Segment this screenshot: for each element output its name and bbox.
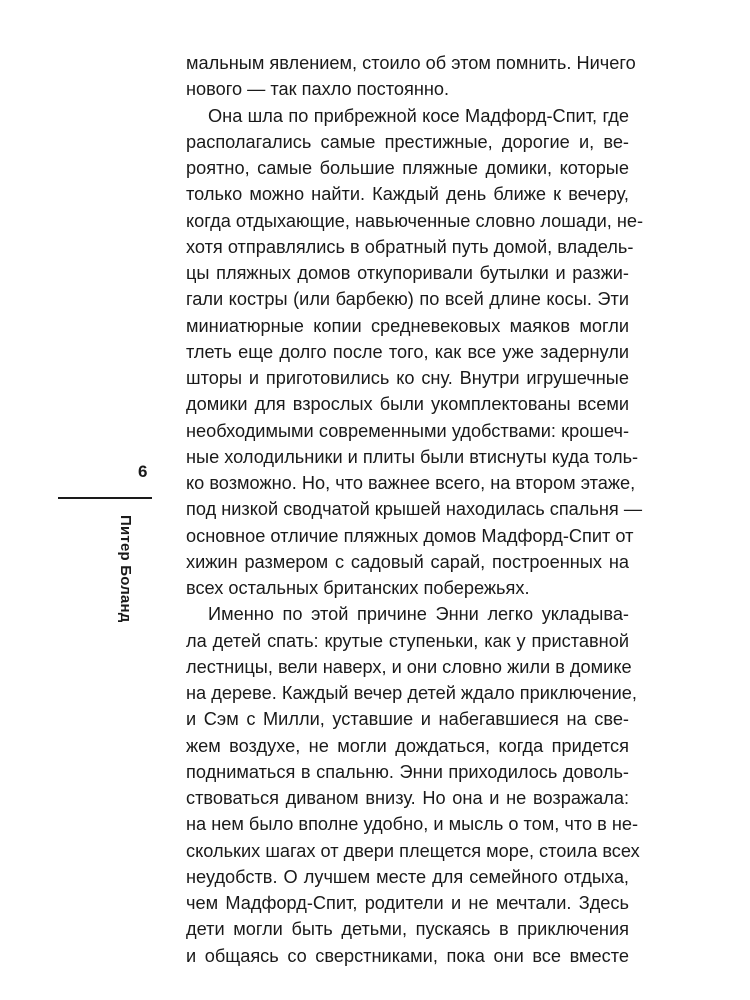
- text-line: цы пляжных домов откупоривали бутылки и разжи-: [186, 263, 629, 283]
- paragraph-3: [186, 601, 640, 969]
- text-line: нового — так пахло постоянно.: [186, 79, 450, 100]
- body-text: [186, 50, 644, 969]
- text-line: подниматься в спальню. Энни приходилось доволь-: [186, 761, 629, 782]
- text-line: и Сэм с Милли, уставшие и набегавшиеся на све-: [186, 709, 629, 730]
- text-line: когда отдыхающие, навьюченные словно лошади, не-: [186, 210, 644, 231]
- text-line: основное отличие пляжных домов Мадфорд-Спит от: [186, 525, 634, 546]
- text-line: и общаясь со сверстниками, пока они все вместе: [186, 945, 629, 966]
- text-line: домики для взрослых были укомплектованы всеми: [186, 394, 629, 415]
- text-line: миниатюрные копии средневековых маяков могли: [186, 315, 629, 336]
- text-line: на дереве. Каждый вечер детей ждало приключение,: [186, 683, 637, 703]
- margin-divider: [58, 497, 152, 499]
- running-head-author: Питер Боланд: [117, 515, 134, 623]
- text-line: ствоваться диваном внизу. Но она и не возражала:: [186, 788, 629, 808]
- text-line: тлеть еще долго после того, как все уже задернули: [186, 341, 629, 362]
- text-line: жем воздухе, не могли дождаться, когда придется: [186, 735, 629, 756]
- text-line: мальным явлением, стоило об этом помнить. Ничего: [186, 53, 636, 73]
- text-line: ко возможно. Но, что важнее всего, на втором этаже,: [186, 473, 636, 493]
- text-line: гали костры (или барбекю) по всей длине косы. Эти: [186, 289, 629, 310]
- text-line: неудобств. О лучшем месте для семейного отдыха,: [186, 866, 629, 887]
- text-line: дети могли быть детьми, пускаясь в приключения: [186, 919, 629, 940]
- text-line: на нем было вполне удобно, и мысль о том, что в не-: [186, 814, 639, 835]
- text-line: ные холодильники и плиты были втиснуты куда толь-: [186, 446, 639, 467]
- text-line: хотя отправлялись в обратный путь домой, владель-: [186, 236, 634, 257]
- paragraph-1: [186, 50, 636, 103]
- text-line: хижин размером с садовый сарай, построенных на: [186, 551, 629, 572]
- text-line: только можно найти. Каждый день ближе к вечеру,: [186, 184, 629, 205]
- text-line: располагались самые престижные, дорогие и, ве-: [186, 131, 629, 152]
- text-line: шторы и приготовились ко сну. Внутри игрушечные: [186, 368, 629, 388]
- text-line: под низкой сводчатой крышей находилась спальня —: [186, 499, 643, 520]
- text-line: роятно, самые большие пляжные домики, которые: [186, 158, 629, 178]
- text-line: лестницы, вели наверх, и они словно жили в домике: [186, 656, 632, 677]
- text-line: всех остальных британских побережьях.: [186, 578, 530, 598]
- text-line: чем Мадфорд-Спит, родители и не мечтали. Здесь: [186, 893, 629, 913]
- page-number: 6: [138, 462, 148, 481]
- text-line: Именно по этой причине Энни легко укладыва-: [208, 604, 629, 625]
- paragraph-2: [186, 103, 644, 602]
- text-line: скольких шагах от двери плещется море, стоила всех: [186, 840, 640, 861]
- text-line: ла детей спать: крутые ступеньки, как у приставной: [186, 630, 629, 651]
- text-line: Она шла по прибрежной косе Мадфорд-Спит, где: [208, 105, 629, 126]
- text-line: необходимыми современными удобствами: крошеч-: [186, 420, 629, 441]
